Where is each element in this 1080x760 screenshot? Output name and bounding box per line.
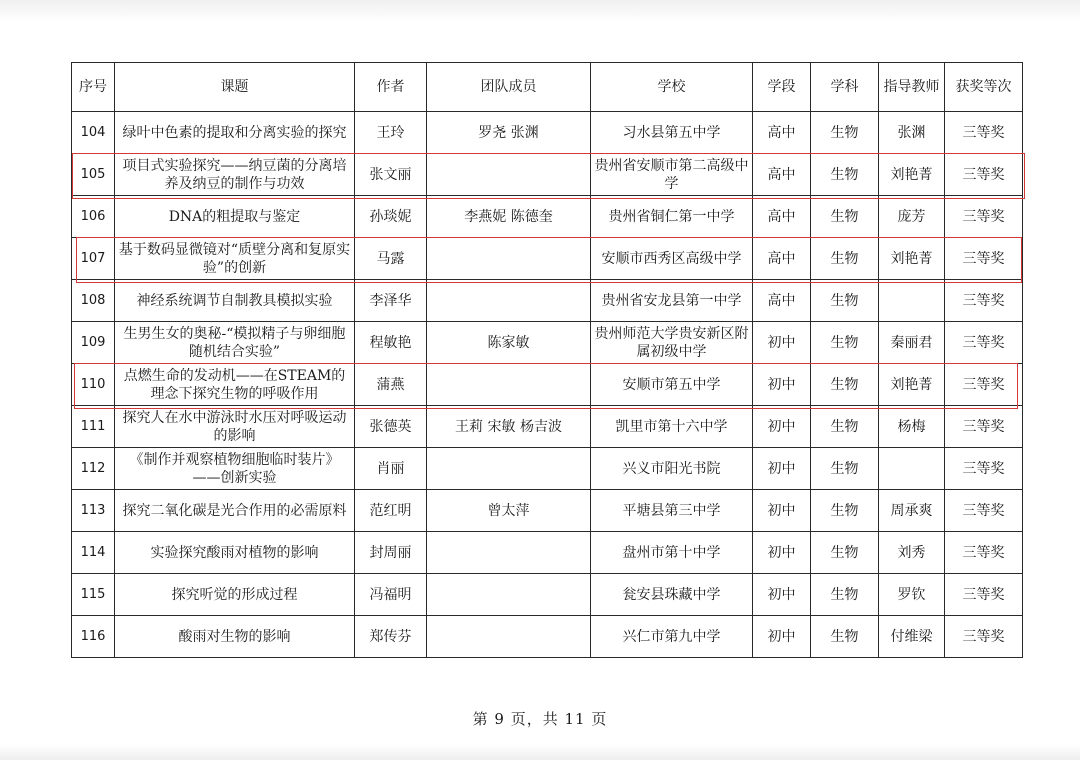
cell-stage: 初中 — [753, 532, 811, 574]
cell-team — [427, 364, 591, 406]
cell-subject: 生物 — [811, 574, 879, 616]
header-award: 获奖等次 — [945, 63, 1023, 112]
cell-team: 陈家敏 — [427, 322, 591, 364]
cell-subject: 生物 — [811, 616, 879, 658]
cell-stage: 初中 — [753, 616, 811, 658]
header-stage: 学段 — [753, 63, 811, 112]
cell-school: 兴仁市第九中学 — [591, 616, 753, 658]
table-row — [72, 616, 1023, 658]
header-topic: 课题 — [115, 63, 355, 112]
cell-stage: 高中 — [753, 280, 811, 322]
cell-index: 109 — [72, 322, 115, 364]
table-body — [72, 112, 1023, 658]
cell-award: 三等奖 — [945, 406, 1023, 448]
cell-topic: 《制作并观察植物细胞临时装片》——创新实验 — [115, 448, 355, 490]
header-school: 学校 — [591, 63, 753, 112]
cell-award: 三等奖 — [945, 280, 1023, 322]
cell-author: 程敏艳 — [355, 322, 427, 364]
cell-team: 王莉 宋敏 杨吉波 — [427, 406, 591, 448]
cell-school: 贵州省安顺市第二高级中学 — [591, 154, 753, 196]
cell-school: 贵州师范大学贵安新区附属初级中学 — [591, 322, 753, 364]
cell-subject: 生物 — [811, 112, 879, 154]
cell-school: 平塘县第三中学 — [591, 490, 753, 532]
table-header-row — [72, 63, 1023, 112]
scan-edge-bottom — [0, 745, 1080, 760]
page-number: 第 9 页，共 11 页 — [472, 710, 608, 728]
cell-school: 贵州省安龙县第一中学 — [591, 280, 753, 322]
table-row — [72, 406, 1023, 448]
cell-team — [427, 574, 591, 616]
cell-index: 114 — [72, 532, 115, 574]
cell-stage: 高中 — [753, 196, 811, 238]
table-row — [72, 364, 1023, 406]
cell-author: 蒲燕 — [355, 364, 427, 406]
cell-index: 104 — [72, 112, 115, 154]
cell-advisor: 秦丽君 — [879, 322, 945, 364]
cell-stage: 初中 — [753, 574, 811, 616]
cell-advisor: 刘艳菁 — [879, 154, 945, 196]
cell-advisor: 杨梅 — [879, 406, 945, 448]
cell-school: 安顺市第五中学 — [591, 364, 753, 406]
cell-stage: 高中 — [753, 112, 811, 154]
cell-team: 罗尧 张渊 — [427, 112, 591, 154]
cell-award: 三等奖 — [945, 448, 1023, 490]
cell-advisor: 张渊 — [879, 112, 945, 154]
cell-stage: 高中 — [753, 154, 811, 196]
cell-school: 安顺市西秀区高级中学 — [591, 238, 753, 280]
cell-topic: 探究人在水中游泳时水压对呼吸运动的影响 — [115, 406, 355, 448]
cell-advisor: 付维梁 — [879, 616, 945, 658]
table-row — [72, 322, 1023, 364]
cell-team — [427, 448, 591, 490]
cell-topic: 点燃生命的发动机——在STEAM的理念下探究生物的呼吸作用 — [115, 364, 355, 406]
cell-author: 王玲 — [355, 112, 427, 154]
header-advisor: 指导教师 — [879, 63, 945, 112]
cell-topic: 项目式实验探究——纳豆菌的分离培养及纳豆的制作与功效 — [115, 154, 355, 196]
cell-subject: 生物 — [811, 196, 879, 238]
cell-author: 张文丽 — [355, 154, 427, 196]
cell-advisor: 刘艳菁 — [879, 238, 945, 280]
table-row — [72, 112, 1023, 154]
cell-topic: 生男生女的奥秘-“模拟精子与卵细胞随机结合实验” — [115, 322, 355, 364]
cell-topic: DNA的粗提取与鉴定 — [115, 196, 355, 238]
cell-subject: 生物 — [811, 280, 879, 322]
cell-index: 106 — [72, 196, 115, 238]
cell-author: 李泽华 — [355, 280, 427, 322]
cell-author: 马露 — [355, 238, 427, 280]
cell-team — [427, 616, 591, 658]
cell-topic: 探究听觉的形成过程 — [115, 574, 355, 616]
table-row — [72, 490, 1023, 532]
cell-author: 孙琰妮 — [355, 196, 427, 238]
table-row — [72, 574, 1023, 616]
cell-topic: 基于数码显微镜对“质壁分离和复原实验”的创新 — [115, 238, 355, 280]
cell-advisor: 罗钦 — [879, 574, 945, 616]
cell-award: 三等奖 — [945, 322, 1023, 364]
cell-topic: 探究二氧化碳是光合作用的必需原料 — [115, 490, 355, 532]
cell-team — [427, 280, 591, 322]
cell-topic: 神经系统调节自制教具模拟实验 — [115, 280, 355, 322]
cell-award: 三等奖 — [945, 616, 1023, 658]
table-row — [72, 238, 1023, 280]
cell-subject: 生物 — [811, 532, 879, 574]
cell-author: 冯福明 — [355, 574, 427, 616]
header-index: 序号 — [72, 63, 115, 112]
cell-index: 107 — [72, 238, 115, 280]
cell-topic: 酸雨对生物的影响 — [115, 616, 355, 658]
cell-award: 三等奖 — [945, 154, 1023, 196]
cell-award: 三等奖 — [945, 196, 1023, 238]
scan-edge-top — [0, 0, 1080, 22]
cell-advisor: 刘艳菁 — [879, 364, 945, 406]
cell-author: 张德英 — [355, 406, 427, 448]
cell-school: 瓮安县珠藏中学 — [591, 574, 753, 616]
cell-award: 三等奖 — [945, 574, 1023, 616]
cell-school: 凯里市第十六中学 — [591, 406, 753, 448]
header-author: 作者 — [355, 63, 427, 112]
table-row — [72, 280, 1023, 322]
cell-stage: 初中 — [753, 406, 811, 448]
cell-author: 郑传芬 — [355, 616, 427, 658]
cell-subject: 生物 — [811, 490, 879, 532]
header-subject: 学科 — [811, 63, 879, 112]
cell-topic: 绿叶中色素的提取和分离实验的探究 — [115, 112, 355, 154]
cell-advisor: 周承爽 — [879, 490, 945, 532]
cell-index: 112 — [72, 448, 115, 490]
award-table — [71, 62, 1023, 658]
table-row — [72, 196, 1023, 238]
cell-award: 三等奖 — [945, 238, 1023, 280]
cell-stage: 初中 — [753, 490, 811, 532]
cell-team — [427, 154, 591, 196]
cell-stage: 初中 — [753, 364, 811, 406]
table-row — [72, 532, 1023, 574]
cell-author: 封周丽 — [355, 532, 427, 574]
cell-stage: 高中 — [753, 238, 811, 280]
cell-index: 105 — [72, 154, 115, 196]
cell-award: 三等奖 — [945, 364, 1023, 406]
cell-advisor — [879, 448, 945, 490]
cell-stage: 初中 — [753, 448, 811, 490]
cell-index: 116 — [72, 616, 115, 658]
cell-subject: 生物 — [811, 154, 879, 196]
cell-school: 盘州市第十中学 — [591, 532, 753, 574]
cell-advisor — [879, 280, 945, 322]
table-row — [72, 448, 1023, 490]
cell-index: 110 — [72, 364, 115, 406]
table-row — [72, 154, 1023, 196]
cell-advisor: 刘秀 — [879, 532, 945, 574]
cell-subject: 生物 — [811, 322, 879, 364]
cell-award: 三等奖 — [945, 490, 1023, 532]
cell-author: 肖丽 — [355, 448, 427, 490]
cell-subject: 生物 — [811, 448, 879, 490]
cell-subject: 生物 — [811, 364, 879, 406]
cell-index: 108 — [72, 280, 115, 322]
cell-school: 贵州省铜仁第一中学 — [591, 196, 753, 238]
cell-award: 三等奖 — [945, 112, 1023, 154]
cell-team — [427, 532, 591, 574]
cell-award: 三等奖 — [945, 532, 1023, 574]
cell-index: 111 — [72, 406, 115, 448]
cell-team: 李燕妮 陈德奎 — [427, 196, 591, 238]
cell-team — [427, 238, 591, 280]
cell-school: 兴义市阳光书院 — [591, 448, 753, 490]
cell-author: 范红明 — [355, 490, 427, 532]
cell-advisor: 庞芳 — [879, 196, 945, 238]
cell-school: 习水县第五中学 — [591, 112, 753, 154]
cell-team: 曾太萍 — [427, 490, 591, 532]
cell-index: 113 — [72, 490, 115, 532]
cell-stage: 初中 — [753, 322, 811, 364]
cell-topic: 实验探究酸雨对植物的影响 — [115, 532, 355, 574]
header-team: 团队成员 — [427, 63, 591, 112]
cell-subject: 生物 — [811, 238, 879, 280]
cell-subject: 生物 — [811, 406, 879, 448]
cell-index: 115 — [72, 574, 115, 616]
